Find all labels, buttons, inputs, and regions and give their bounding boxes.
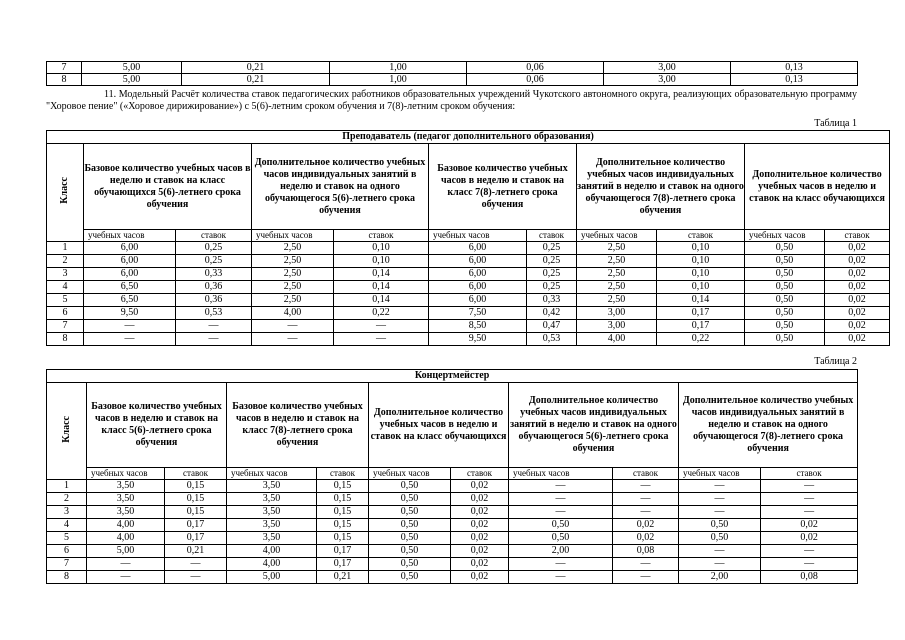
value-cell: —	[613, 558, 679, 571]
table2-caption: Таблица 2	[814, 356, 857, 367]
value-cell: 0,25	[527, 242, 577, 255]
value-cell: —	[252, 333, 334, 346]
value-cell: 6,00	[429, 294, 527, 307]
value-cell: —	[509, 506, 613, 519]
value-cell: —	[679, 558, 761, 571]
value-cell: 0,15	[317, 493, 369, 506]
table1-sub-hours: учебных часов	[577, 230, 657, 242]
value-cell: 7,50	[429, 307, 527, 320]
value-cell: 0,02	[825, 268, 890, 281]
value-cell: —	[84, 333, 176, 346]
value-cell: 0,17	[657, 320, 745, 333]
value-cell: 0,06	[467, 62, 604, 74]
value-cell: 3,00	[604, 62, 731, 74]
value-cell: 0,42	[527, 307, 577, 320]
value-cell: 0,10	[657, 268, 745, 281]
table1-sub-rate: ставок	[825, 230, 890, 242]
value-cell: —	[87, 558, 165, 571]
value-cell: 0,14	[657, 294, 745, 307]
value-cell: 9,50	[84, 307, 176, 320]
value-cell: 0,53	[176, 307, 252, 320]
table1-sub-rate: ставок	[176, 230, 252, 242]
value-cell: 0,02	[451, 571, 509, 584]
value-cell: 0,50	[509, 519, 613, 532]
value-cell: 4,00	[577, 333, 657, 346]
value-cell: 0,50	[745, 307, 825, 320]
table1-header: Базовое количество учебных часов в неделю и ставок на класс 7(8)-летнего срока обучения	[429, 144, 577, 230]
table-row	[47, 506, 858, 519]
value-cell: —	[509, 558, 613, 571]
value-cell: 0,50	[369, 519, 451, 532]
value-cell: 0,10	[657, 242, 745, 255]
table-row	[47, 294, 890, 307]
table1-sub-rate: ставок	[657, 230, 745, 242]
value-cell: 0,50	[369, 558, 451, 571]
value-cell: 0,02	[761, 532, 858, 545]
value-cell: 0,02	[613, 532, 679, 545]
value-cell: 0,50	[369, 571, 451, 584]
value-cell: —	[613, 506, 679, 519]
value-cell: 0,50	[369, 545, 451, 558]
table-2	[46, 369, 858, 584]
table2-sub-hours: учебных часов	[679, 468, 761, 480]
class-number-cell: 4	[47, 519, 87, 532]
continuation-table	[46, 61, 858, 86]
value-cell: 0,10	[334, 242, 429, 255]
table-row	[47, 545, 858, 558]
class-number-cell: 8	[47, 74, 82, 86]
table1-sub-hours: учебных часов	[252, 230, 334, 242]
value-cell: 3,50	[227, 519, 317, 532]
value-cell: 2,50	[577, 268, 657, 281]
table-row	[47, 571, 858, 584]
table-row	[47, 62, 858, 74]
value-cell: 0,17	[657, 307, 745, 320]
value-cell: 0,06	[467, 74, 604, 86]
value-cell: —	[165, 571, 227, 584]
table2-sub-rate: ставок	[613, 468, 679, 480]
value-cell: 0,15	[317, 532, 369, 545]
value-cell: 0,17	[317, 545, 369, 558]
value-cell: 0,15	[317, 519, 369, 532]
table2-sub-rate: ставок	[317, 468, 369, 480]
table-row	[47, 242, 890, 255]
value-cell: 3,50	[87, 493, 165, 506]
value-cell: 0,02	[825, 320, 890, 333]
class-number-cell: 5	[47, 294, 84, 307]
value-cell: 0,25	[176, 255, 252, 268]
table-row	[47, 268, 890, 281]
value-cell: —	[509, 480, 613, 493]
value-cell: 0,15	[165, 493, 227, 506]
value-cell: —	[679, 545, 761, 558]
value-cell: 0,14	[334, 268, 429, 281]
value-cell: 0,22	[657, 333, 745, 346]
value-cell: 0,08	[613, 545, 679, 558]
table1-subheader-row	[47, 230, 890, 242]
value-cell: 3,00	[604, 74, 731, 86]
table1-class-header	[47, 144, 84, 242]
table2-sub-hours: учебных часов	[227, 468, 317, 480]
value-cell: 3,50	[227, 506, 317, 519]
class-number-cell: 8	[47, 571, 87, 584]
value-cell: 6,50	[84, 281, 176, 294]
value-cell: 0,50	[509, 532, 613, 545]
value-cell: 4,00	[227, 558, 317, 571]
table-row	[47, 532, 858, 545]
table2-header: Базовое количество учебных часов в неделю и ставок на класс 7(8)-летнего срока обучения	[227, 383, 369, 468]
value-cell: 0,25	[527, 281, 577, 294]
value-cell: —	[679, 506, 761, 519]
value-cell: 0,50	[679, 532, 761, 545]
table2-class-header	[47, 383, 87, 480]
class-number-cell: 1	[47, 242, 84, 255]
value-cell: 5,00	[82, 62, 182, 74]
value-cell: —	[613, 571, 679, 584]
value-cell: 3,50	[227, 493, 317, 506]
value-cell: —	[761, 480, 858, 493]
table1-header: Базовое количество учебных часов в неделю и ставок на класс обучающихся 5(6)-летнего срока обучения	[84, 144, 252, 230]
value-cell: 3,50	[227, 532, 317, 545]
table-1	[46, 130, 890, 346]
value-cell: 0,02	[825, 255, 890, 268]
table1-header: Дополнительное количество учебных часов в неделю и ставок на класс обучающихся	[745, 144, 890, 230]
value-cell: 0,50	[745, 320, 825, 333]
value-cell: 0,13	[731, 74, 858, 86]
value-cell: 0,25	[176, 242, 252, 255]
class-number-cell: 6	[47, 307, 84, 320]
class-number-cell: 7	[47, 62, 82, 74]
value-cell: —	[761, 558, 858, 571]
value-cell: 0,50	[745, 333, 825, 346]
value-cell: 0,14	[334, 281, 429, 294]
value-cell: 0,02	[451, 506, 509, 519]
value-cell: 4,00	[87, 532, 165, 545]
value-cell: 0,02	[451, 532, 509, 545]
value-cell: —	[679, 480, 761, 493]
value-cell: 2,50	[577, 281, 657, 294]
class-number-cell: 3	[47, 506, 87, 519]
value-cell: 0,50	[745, 255, 825, 268]
table2-subheader-row	[47, 468, 858, 480]
table-row	[47, 480, 858, 493]
value-cell: 0,22	[334, 307, 429, 320]
value-cell: 4,00	[87, 519, 165, 532]
value-cell: 8,50	[429, 320, 527, 333]
value-cell: 2,50	[252, 268, 334, 281]
table2-sub-rate: ставок	[165, 468, 227, 480]
value-cell: 2,00	[679, 571, 761, 584]
value-cell: —	[761, 493, 858, 506]
value-cell: —	[87, 571, 165, 584]
value-cell: 0,02	[825, 281, 890, 294]
value-cell: 5,00	[82, 74, 182, 86]
table-row	[47, 320, 890, 333]
value-cell: 9,50	[429, 333, 527, 346]
value-cell: 4,00	[252, 307, 334, 320]
value-cell: 6,50	[84, 294, 176, 307]
class-number-cell: 8	[47, 333, 84, 346]
value-cell: —	[509, 571, 613, 584]
value-cell: 3,00	[577, 320, 657, 333]
value-cell: —	[252, 320, 334, 333]
class-number-cell: 4	[47, 281, 84, 294]
value-cell: 0,50	[369, 493, 451, 506]
table2-sub-rate: ставок	[451, 468, 509, 480]
class-number-cell: 2	[47, 255, 84, 268]
class-number-cell: 6	[47, 545, 87, 558]
value-cell: 0,10	[657, 255, 745, 268]
value-cell: 0,08	[761, 571, 858, 584]
table-row	[47, 281, 890, 294]
table2-header: Базовое количество учебных часов в неделю и ставок на класс 5(6)-летнего срока обучения	[87, 383, 227, 468]
value-cell: 0,50	[369, 480, 451, 493]
value-cell: —	[334, 333, 429, 346]
value-cell: —	[613, 493, 679, 506]
value-cell: —	[679, 493, 761, 506]
value-cell: 0,10	[657, 281, 745, 294]
value-cell: 0,50	[745, 268, 825, 281]
table1-sub-rate: ставок	[527, 230, 577, 242]
value-cell: 0,02	[451, 558, 509, 571]
table2-sub-hours: учебных часов	[87, 468, 165, 480]
value-cell: —	[761, 506, 858, 519]
value-cell: 2,50	[252, 255, 334, 268]
table-row	[47, 519, 858, 532]
value-cell: 0,17	[165, 519, 227, 532]
value-cell: 0,47	[527, 320, 577, 333]
value-cell: 2,50	[577, 294, 657, 307]
value-cell: 6,00	[429, 281, 527, 294]
value-cell: 2,50	[252, 242, 334, 255]
value-cell: 6,00	[84, 268, 176, 281]
value-cell: 3,50	[227, 480, 317, 493]
value-cell: 0,17	[165, 532, 227, 545]
table2-class-label: Класс	[60, 415, 72, 443]
value-cell: 1,00	[330, 74, 467, 86]
value-cell: 0,36	[176, 281, 252, 294]
value-cell: —	[761, 545, 858, 558]
table1-sub-hours: учебных часов	[429, 230, 527, 242]
table2-header: Дополнительное количество учебных часов в неделю и ставок на класс обучающихся	[369, 383, 509, 468]
value-cell: 0,02	[825, 307, 890, 320]
value-cell: —	[176, 320, 252, 333]
value-cell: 0,02	[451, 493, 509, 506]
table1-sub-hours: учебных часов	[84, 230, 176, 242]
class-number-cell: 3	[47, 268, 84, 281]
table1-body	[47, 242, 890, 346]
table-row	[47, 333, 890, 346]
value-cell: 0,02	[451, 480, 509, 493]
table2-header: Дополнительное количество учебных часов индивидуальных занятий в неделю и ставок на одного обучающегося 7(8)-летнего срока обучения	[679, 383, 858, 468]
table2-sub-hours: учебных часов	[369, 468, 451, 480]
value-cell: 6,00	[429, 268, 527, 281]
value-cell: 0,02	[825, 333, 890, 346]
class-number-cell: 7	[47, 558, 87, 571]
value-cell: 0,02	[451, 545, 509, 558]
value-cell: 6,00	[429, 255, 527, 268]
table1-header: Дополнительное количество учебных часов индивидуальных занятий в неделю и ставок на одного обучающегося 7(8)-летнего срока обучения	[577, 144, 745, 230]
value-cell: 6,00	[84, 242, 176, 255]
value-cell: 0,53	[527, 333, 577, 346]
value-cell: 0,02	[825, 242, 890, 255]
value-cell: 0,50	[745, 281, 825, 294]
value-cell: 0,02	[451, 519, 509, 532]
table-row	[47, 255, 890, 268]
value-cell: —	[165, 558, 227, 571]
class-number-cell: 5	[47, 532, 87, 545]
value-cell: —	[334, 320, 429, 333]
table2-title: Концертмейстер	[47, 370, 858, 383]
value-cell: —	[176, 333, 252, 346]
value-cell: 0,02	[825, 294, 890, 307]
value-cell: 3,50	[87, 506, 165, 519]
value-cell: 0,15	[317, 480, 369, 493]
value-cell: 0,25	[527, 255, 577, 268]
class-number-cell: 7	[47, 320, 84, 333]
table2-body	[47, 480, 858, 584]
value-cell: 0,36	[176, 294, 252, 307]
value-cell: 0,15	[165, 506, 227, 519]
value-cell: 3,50	[87, 480, 165, 493]
table-row	[47, 493, 858, 506]
continuation-table-body	[47, 62, 858, 86]
table1-class-label: Класс	[59, 177, 70, 204]
table1-header: Дополнительное количество учебных часов индивидуальных занятий в неделю и ставок на одного обучающегося 5(6)-летнего срока обучения	[252, 144, 429, 230]
value-cell: —	[613, 480, 679, 493]
table1-title: Преподаватель (педагог дополнительного образования)	[47, 131, 890, 144]
value-cell: 0,13	[731, 62, 858, 74]
value-cell: 5,00	[87, 545, 165, 558]
class-number-cell: 2	[47, 493, 87, 506]
value-cell: 0,02	[613, 519, 679, 532]
class-number-cell: 1	[47, 480, 87, 493]
value-cell: 0,21	[182, 62, 330, 74]
value-cell: 0,50	[369, 532, 451, 545]
value-cell: 0,50	[745, 242, 825, 255]
value-cell: 6,00	[84, 255, 176, 268]
value-cell: —	[509, 493, 613, 506]
value-cell: 0,50	[679, 519, 761, 532]
value-cell: 2,00	[509, 545, 613, 558]
value-cell: 0,02	[761, 519, 858, 532]
value-cell: 0,50	[745, 294, 825, 307]
value-cell: 0,21	[165, 545, 227, 558]
value-cell: 2,50	[252, 294, 334, 307]
table-row	[47, 74, 858, 86]
value-cell: 3,00	[577, 307, 657, 320]
table1-sub-hours: учебных часов	[745, 230, 825, 242]
value-cell: 0,21	[182, 74, 330, 86]
value-cell: 0,15	[317, 506, 369, 519]
table1-sub-rate: ставок	[334, 230, 429, 242]
value-cell: 5,00	[227, 571, 317, 584]
value-cell: 0,25	[527, 268, 577, 281]
value-cell: 0,33	[176, 268, 252, 281]
table-row	[47, 558, 858, 571]
value-cell: —	[84, 320, 176, 333]
value-cell: 1,00	[330, 62, 467, 74]
value-cell: 4,00	[227, 545, 317, 558]
value-cell: 2,50	[577, 242, 657, 255]
value-cell: 0,10	[334, 255, 429, 268]
value-cell: 0,50	[369, 506, 451, 519]
table-row	[47, 307, 890, 320]
table1-caption: Таблица 1	[814, 118, 857, 129]
value-cell: 2,50	[252, 281, 334, 294]
section-paragraph: 11. Модельный Расчёт количества ставок педагогических работников образовательных учреждений Чукотского автономного округа, реализующих образовательную программу "Хоровое пение" («Хоровое дирижирование») с 5(6)-летним сроком обучения и 7(8)-летним сроком обучения:	[46, 89, 857, 112]
value-cell: 6,00	[429, 242, 527, 255]
value-cell: 0,21	[317, 571, 369, 584]
value-cell: 0,14	[334, 294, 429, 307]
table2-sub-hours: учебных часов	[509, 468, 613, 480]
table2-header: Дополнительное количество учебных часов индивидуальных занятий в неделю и ставок на одного обучающегося 5(6)-летнего срока обучения	[509, 383, 679, 468]
value-cell: 0,15	[165, 480, 227, 493]
value-cell: 2,50	[577, 255, 657, 268]
value-cell: 0,33	[527, 294, 577, 307]
table2-sub-rate: ставок	[761, 468, 858, 480]
value-cell: 0,17	[317, 558, 369, 571]
